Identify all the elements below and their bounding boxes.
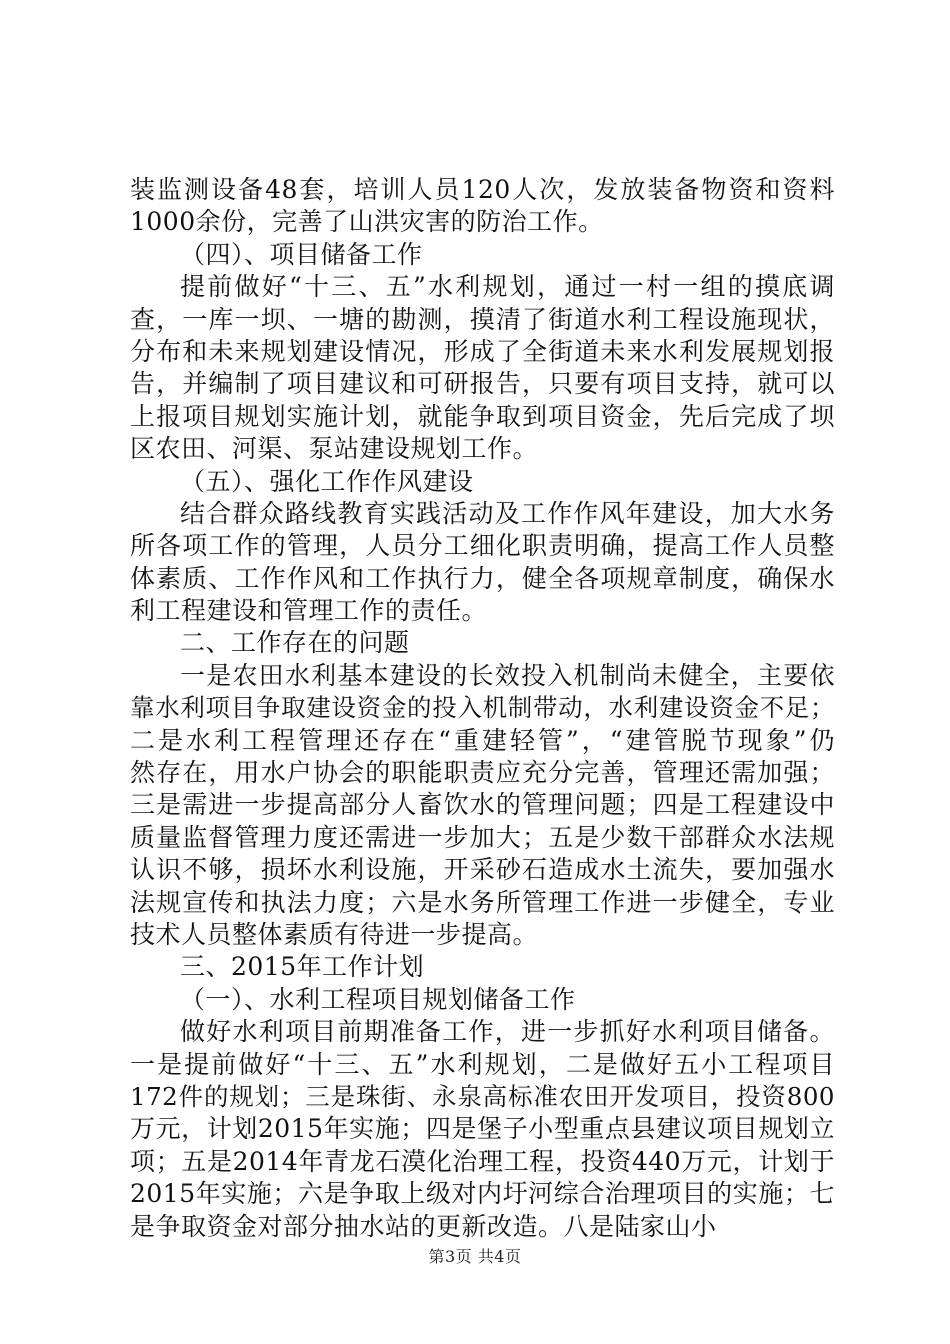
text-line: 172件的规划；三是珠街、永泉高标准农田开发项目，投资800: [130, 1081, 835, 1111]
section-heading: 三、2015年工作计划: [180, 952, 425, 982]
text-line: 做好水利项目前期准备工作，进一步抓好水利项目储备。: [180, 1017, 835, 1047]
text-line: 所各项工作的管理，人员分工细化职责明确，提高工作人员整: [130, 531, 835, 561]
text-line: 结合群众路线教育实践活动及工作作风年建设，加大水务: [180, 498, 835, 528]
section-heading: （四）、项目储备工作: [180, 239, 423, 269]
text-line: 装监测设备48套，培训人员120人次，发放装备物资和资料: [130, 175, 835, 204]
text-line: 质量监督管理力度还需进一步加大；五是少数干部群众水法规: [130, 822, 835, 852]
text-line: 提前做好“十三、五”水利规划，通过一村一组的摸底调: [180, 272, 835, 302]
text-line: 技术人员整体素质有待进一步提高。: [130, 919, 539, 949]
text-line: 查，一库一坝、一塘的勘测，摸清了街道水利工程设施现状，: [130, 304, 835, 334]
text-line: 一是提前做好“十三、五”水利规划，二是做好五小工程项目: [130, 1049, 835, 1079]
text-line: 项；五是2014年青龙石漠化治理工程，投资440万元，计划于: [130, 1146, 835, 1176]
text-line: 告，并编制了项目建议和可研报告，只要有项目支持，就可以: [130, 369, 835, 399]
text-line: 上报项目规划实施计划，就能争取到项目资金，先后完成了坝: [130, 401, 835, 431]
text-line: 三是需进一步提高部分人畜饮水的管理问题；四是工程建设中: [130, 790, 835, 820]
text-line: 认识不够，损坏水利设施，开采砂石造成水土流失，要加强水: [130, 855, 835, 885]
text-line: 靠水利项目争取建设资金的投入机制带动，水利建设资金不足；: [130, 693, 835, 723]
text-line: 1000余份，完善了山洪灾害的防治工作。: [130, 207, 604, 237]
text-line: 然存在，用水户协会的职能职责应充分完善，管理还需加强；: [130, 758, 835, 788]
text-line: 体素质、工作作风和工作执行力，健全各项规章制度，确保水: [130, 563, 835, 593]
text-line: 分布和未来规划建设情况，形成了全街道未来水利发展规划报: [130, 336, 835, 366]
text-line: 二是水利工程管理还存在“重建轻管”，“建管脱节现象”仍: [130, 725, 835, 755]
section-heading: （一）、水利工程项目规划储备工作: [180, 984, 576, 1014]
page-number-footer: 第3页 共4页: [428, 1247, 522, 1266]
section-heading: （五）、强化工作作风建设: [180, 466, 474, 496]
text-line: 是争取资金对部分抽水站的更新改造。八是陆家山小: [130, 1211, 717, 1241]
text-line: 法规宣传和执法力度；六是水务所管理工作进一步健全，专业: [130, 887, 835, 917]
text-line: 区农田、河渠、泵站建设规划工作。: [130, 434, 539, 464]
section-heading: 二、工作存在的问题: [180, 628, 410, 658]
text-line: 2015年实施；六是争取上级对内圩河综合治理项目的实施；七: [130, 1179, 835, 1209]
text-line: 利工程建设和管理工作的责任。: [130, 596, 488, 626]
text-line: 万元，计划2015年实施；四是堡子小型重点县建议项目规划立: [130, 1114, 835, 1144]
text-line: 一是农田水利基本建设的长效投入机制尚未健全，主要依: [180, 660, 835, 690]
document-body: [130, 174, 835, 1243]
